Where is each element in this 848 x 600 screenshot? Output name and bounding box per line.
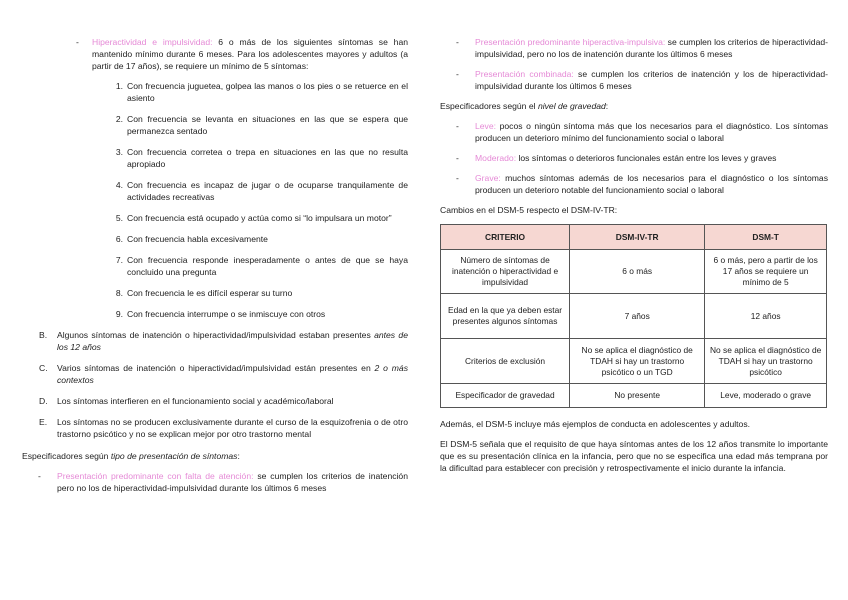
- table-cell: Número de síntomas de inatención o hiperactividad e impulsividad: [441, 250, 570, 294]
- criterion-c: C. Varios síntomas de inatención o hiperactividad/impulsividad están presentes en 2 o más contextos: [39, 363, 408, 385]
- list-item: 5. Con frecuencia está ocupado y actúa como si “lo impulsara un motor”: [115, 213, 392, 223]
- table-header: DSM-IV-TR: [570, 225, 705, 250]
- list-item: 2. Con frecuencia se levanta en situaciones en las que se espera que permanezca sentado: [115, 114, 408, 136]
- criteria-list: [22, 329, 408, 440]
- severity-severe: - Grave: muchos síntomas además de los necesarios para el diagnóstico o los síntomas producen un deterioro notable del funcionamiento social o laboral: [456, 173, 828, 195]
- list-item: 4. Con frecuencia es incapaz de jugar o de ocuparse tranquilamente de actividades recreativas: [115, 180, 408, 202]
- table-cell: Criterios de exclusión: [441, 339, 570, 384]
- table-header: CRITERIO: [441, 225, 570, 250]
- criterion-d: D. Los síntomas interfieren en el funcionamiento social y académico/laboral: [39, 396, 334, 406]
- list-item: 8. Con frecuencia le es difícil esperar su turno: [115, 288, 293, 298]
- paragraph-examples: Además, el DSM-5 incluye más ejemplos de conducta en adolescentes y adultos.: [440, 419, 751, 429]
- symptom-list: [22, 80, 408, 320]
- severity-moderate: - Moderado: los síntomas o deterioros funcionales están entre los leves y graves: [456, 153, 777, 163]
- dash-marker: -: [76, 37, 79, 47]
- severity-mild: - Leve: pocos o ningún síntoma más que los necesarios para el diagnóstico. Los síntomas producen un deterioro mínimo del funcionamiento social o laboral: [456, 121, 828, 143]
- table-cell: Especificador de gravedad: [441, 384, 570, 408]
- table-cell: 7 años: [570, 294, 705, 339]
- table-cell: No se aplica el diagnóstico de TDAH si hay un trastorno psicótico o un TGD: [570, 339, 705, 384]
- hyperactivity-criterion: [22, 36, 408, 72]
- list-item: 6. Con frecuencia habla excesivamente: [115, 234, 268, 244]
- presentation-combined: - Presentación combinada: se cumplen los criterios de inatención y los de hiperactividad-impulsividad durante los últimos 6 meses: [456, 69, 828, 91]
- table-row: [441, 250, 827, 294]
- hyperactivity-label: Hiperactividad e impulsividad:: [92, 37, 213, 47]
- table-header-row: [441, 225, 827, 250]
- criterion-e: E. Los síntomas no se producen exclusivamente durante el curso de la esquizofrenia o de otro trastorno psicótico y no se explican mejor por otro trastorno mental: [39, 417, 408, 439]
- list-item: 7. Con frecuencia responde inesperadamente o antes de que se haya concluido una pregunta: [115, 255, 408, 277]
- list-item: 3. Con frecuencia corretea o trepa en situaciones en las que no resulta apropiado: [115, 147, 408, 169]
- presentation-specifier-heading: Especificadores según tipo de presentación de síntomas:: [22, 451, 240, 461]
- table-cell: Leve, moderado o grave: [705, 384, 827, 408]
- criterion-b: B. Algunos síntomas de inatención o hiperactividad/impulsividad estaban presentes antes de los 12 años: [39, 330, 408, 352]
- table-cell: Edad en la que ya deben estar presentes algunos síntomas: [441, 294, 570, 339]
- severity-specifier-heading: Especificadores según el nivel de gravedad:: [440, 101, 609, 111]
- table-cell: No presente: [570, 384, 705, 408]
- comparison-table: [440, 224, 827, 408]
- presentation-hyperactive: - Presentación predominante hiperactiva-impulsiva: se cumplen los criterios de hiperactividad-impulsividad, pero no los de inatención durante los últimos 6 meses: [456, 37, 828, 59]
- paragraph-age-requirement: El DSM-5 señala que el requisito de que haya síntomas antes de los 12 años transmite lo importante que es su presentación clínica en la infancia, pero que no se especifica una edad más temprana por la dificultad para establecer con precisión y retrospectivamente el inicio durante la infancia.: [440, 439, 828, 473]
- table-row: [441, 339, 827, 384]
- list-item: 9. Con frecuencia interrumpe o se inmiscuye con otros: [115, 309, 326, 319]
- table-cell: No se aplica el diagnóstico de TDAH si hay un trastorno psicótico: [705, 339, 827, 384]
- list-item: 1. Con frecuencia juguetea, golpea las manos o los pies o se retuerce en el asiento: [115, 81, 408, 103]
- hyperactivity-text: 6 o más de los siguientes síntomas se han mantenido mínimo durante 6 meses. Para los adolescentes mayores y adultos (a partir de 17 años), se requiere un mínimo de 5 síntomas:: [92, 37, 409, 71]
- right-column: [440, 36, 828, 482]
- table-row: [441, 384, 827, 408]
- presentation-inattention: - Presentación predominante con falta de atención: se cumplen los criterios de inatención pero no los de hiperactividad-impulsividad durante los últimos 6 meses: [38, 471, 408, 493]
- table-header: DSM-T: [705, 225, 827, 250]
- changes-heading: Cambios en el DSM-5 respecto el DSM-IV-TR:: [440, 205, 618, 215]
- left-column: [22, 36, 408, 502]
- table-cell: 6 o más, pero a partir de los 17 años se requiere un mínimo de 5: [705, 250, 827, 294]
- table-row: [441, 294, 827, 339]
- table-cell: 6 o más: [570, 250, 705, 294]
- table-cell: 12 años: [705, 294, 827, 339]
